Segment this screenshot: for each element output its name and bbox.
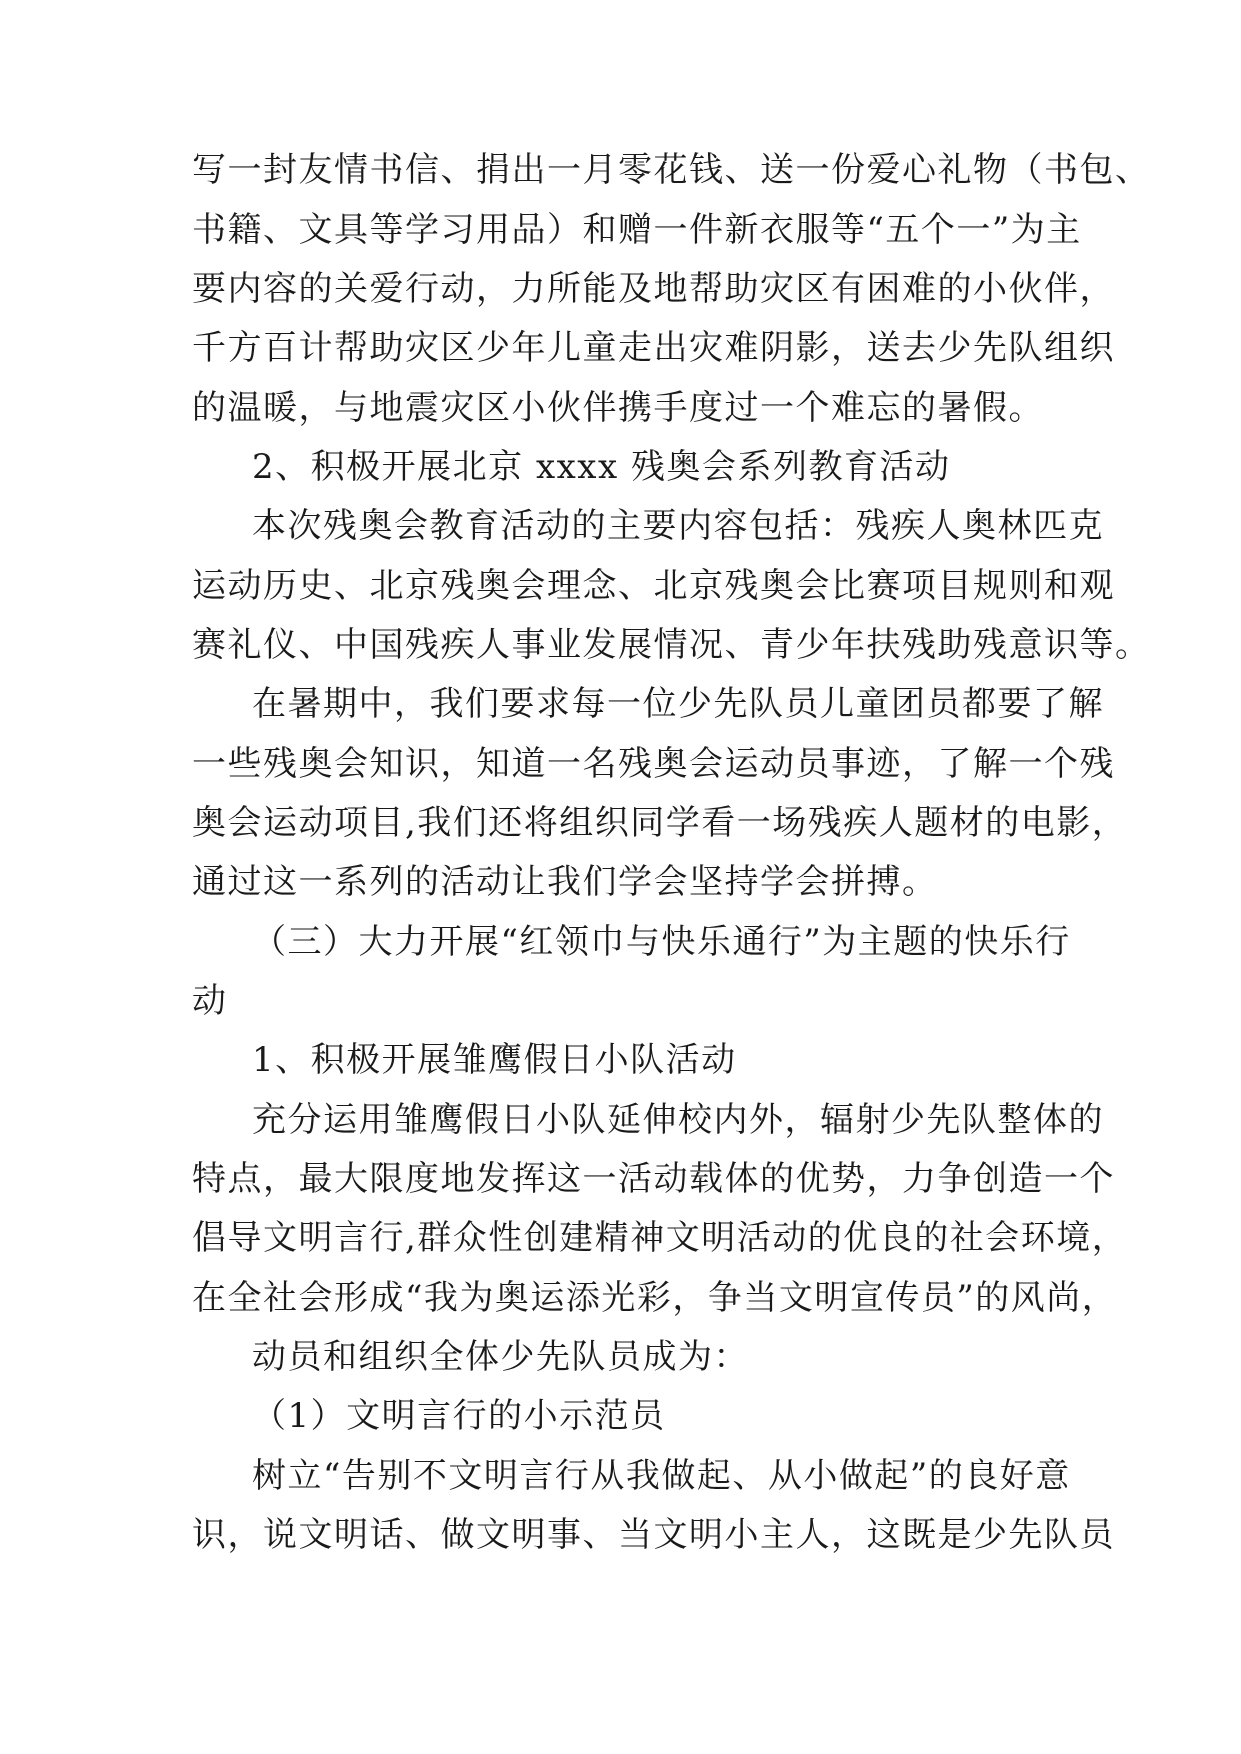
paragraph-line: 书籍、文具等学习用品）和赠一件新衣服等“五个一”为主 <box>192 210 1082 250</box>
paragraph-line: 要内容的关爱行动，力所能及地帮助灾区有困难的小伙伴， <box>192 269 1115 309</box>
paragraph-line: 写一封友情书信、捐出一月零花钱、送一份爱心礼物（书包、 <box>192 150 1151 190</box>
paragraph-line: 通过这一系列的活动让我们学会坚持学会拼搏。 <box>192 862 938 902</box>
paragraph-line: 在暑期中，我们要求每一位少先队员儿童团员都要了解 <box>252 684 1104 724</box>
paragraph-line: 倡导文明言行,群众性创建精神文明活动的优良的社会环境， <box>192 1218 1128 1258</box>
paragraph-line: 千方百计帮助灾区少年儿童走出灾难阴影，送去少先队组织 <box>192 328 1115 368</box>
paragraph-line: 树立“告别不文明言行从我做起、从小做起”的良好意 <box>252 1456 1071 1496</box>
section-heading: （1）文明言行的小示范员 <box>252 1396 666 1436</box>
paragraph-line: 一些残奥会知识，知道一名残奥会运动员事迹，了解一个残 <box>192 744 1115 784</box>
section-heading: （三）大力开展“红领巾与快乐通行”为主题的快乐行 <box>252 922 1071 962</box>
paragraph-line: 本次残奥会教育活动的主要内容包括：残疾人奥林匹克 <box>252 506 1104 546</box>
section-heading-continuation: 动 <box>192 981 228 1021</box>
paragraph-line: 识，说文明话、做文明事、当文明小主人，这既是少先队员 <box>192 1515 1115 1555</box>
paragraph-line: 动员和组织全体少先队员成为： <box>252 1337 749 1377</box>
paragraph-line: 赛礼仪、中国残疾人事业发展情况、青少年扶残助残意识等。 <box>192 625 1151 665</box>
paragraph-line: 在全社会形成“我为奥运添光彩，争当文明宣传员”的风尚， <box>192 1278 1118 1318</box>
section-heading: 1、积极开展雏鹰假日小队活动 <box>252 1040 737 1080</box>
section-heading: 2、积极开展北京 xxxx 残奥会系列教育活动 <box>252 447 951 487</box>
paragraph-line: 充分运用雏鹰假日小队延伸校内外，辐射少先队整体的 <box>252 1100 1104 1140</box>
paragraph-line: 特点，最大限度地发挥这一活动载体的优势，力争创造一个 <box>192 1159 1115 1199</box>
paragraph-line: 运动历史、北京残奥会理念、北京残奥会比赛项目规则和观 <box>192 566 1115 606</box>
paragraph-line: 的温暖，与地震灾区小伙伴携手度过一个难忘的暑假。 <box>192 388 1044 428</box>
paragraph-line: 奥会运动项目,我们还将组织同学看一场残疾人题材的电影， <box>192 803 1128 843</box>
